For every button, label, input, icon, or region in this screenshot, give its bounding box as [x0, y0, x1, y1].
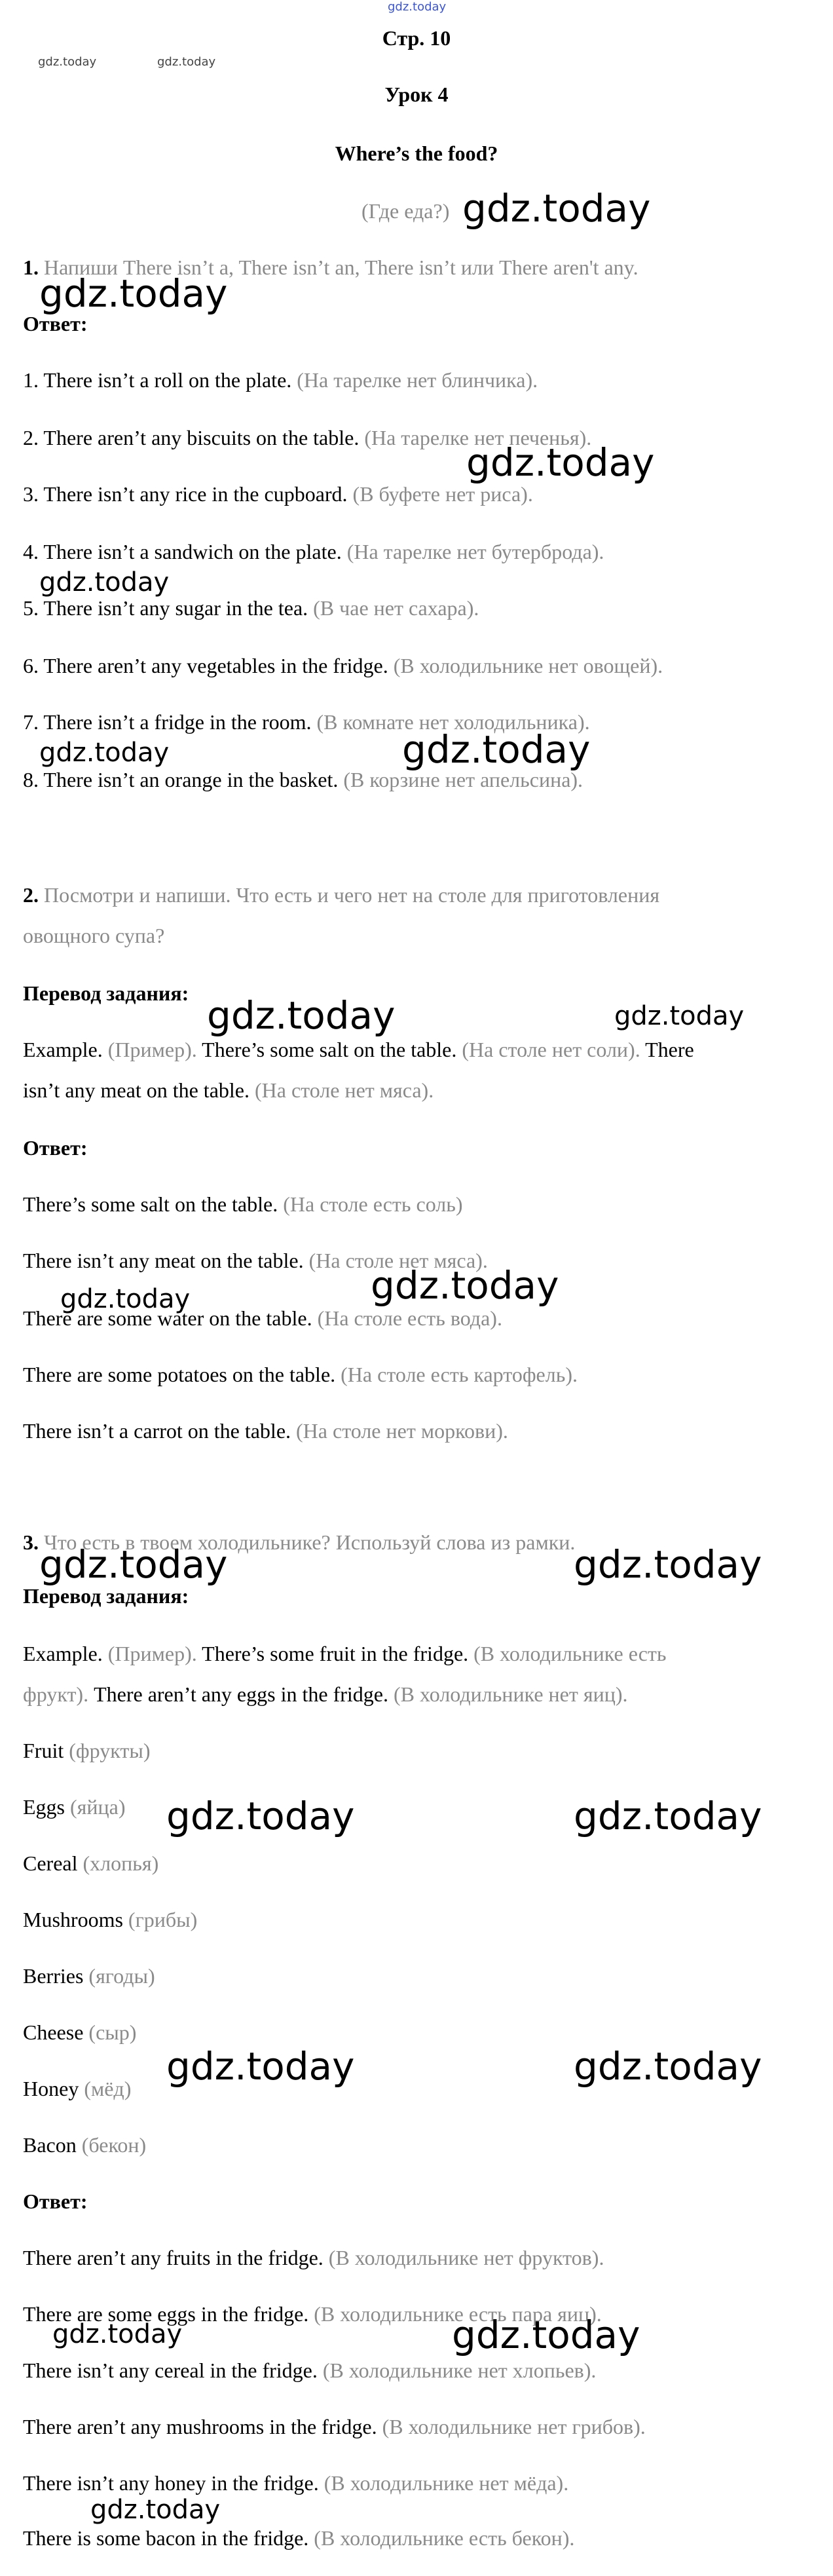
watermark: gdz.today	[39, 1542, 228, 1587]
list-item: 4. There isn’t a sandwich on the plate. (На тарелке нет бутерброда).	[23, 540, 604, 563]
list-item: There are some eggs in the fridge. (В холодильнике есть пара яиц).	[23, 2302, 602, 2326]
section-title: Where’s the food?	[335, 142, 498, 165]
watermark: gdz.today	[452, 2313, 640, 2357]
list-item: There isn’t any cereal in the fridge. (В холодильнике нет хлопьев).	[23, 2358, 597, 2382]
list-item: There isn’t a carrot on the table. (На столе нет моркови).	[23, 1419, 508, 1443]
translation-label: Перевод задания:	[23, 981, 189, 1005]
lesson-title: Урок 4	[384, 83, 449, 106]
word-item: Cereal (хлопья)	[23, 1851, 159, 1875]
watermark: gdz.today	[371, 1263, 559, 1308]
example-line: Example. (Пример). There’s some salt on the table. (На столе нет соли). There	[23, 1038, 694, 1061]
list-item: There’s some salt on the table. (На столе есть соль)	[23, 1192, 463, 1216]
watermark-top: gdz.today	[388, 0, 447, 14]
watermark: gdz.today	[39, 271, 228, 316]
instruction-text: овощного супа?	[23, 924, 165, 947]
watermark: gdz.today	[574, 1794, 762, 1838]
watermark: gdz.today	[574, 2044, 762, 2089]
example-line: фрукт). There aren’t any eggs in the fridge. (В холодильнике нет яиц).	[23, 1682, 628, 1706]
answer-label: Ответ:	[23, 1136, 88, 1160]
watermark: gdz.today	[207, 993, 396, 1038]
instruction-text: Напиши There isn’t a, There isn’t an, There isn’t или There aren't any.	[44, 256, 639, 279]
instruction-text: Что есть в твоем холодильнике? Используй слова из рамки.	[44, 1530, 576, 1554]
word-item: Berries (ягоды)	[23, 1964, 155, 1988]
word-item: Fruit (фрукты)	[23, 1739, 151, 1762]
task-number: 2.	[23, 883, 39, 907]
watermark: gdz.today	[166, 2044, 355, 2089]
watermark: gdz.today	[90, 2495, 221, 2525]
list-item: 6. There aren’t any vegetables in the fridge. (В холодильнике нет овощей).	[23, 654, 663, 677]
page-number: Стр. 10	[382, 26, 451, 50]
answer-label: Ответ:	[23, 312, 88, 335]
task2-instruction	[23, 881, 659, 909]
instruction-text: Посмотри и напиши. Что есть и чего нет на столе для приготовления	[44, 883, 660, 907]
watermark: gdz.today	[614, 1001, 745, 1031]
word-item: Bacon (бекон)	[23, 2133, 147, 2157]
watermark: gdz.today	[402, 727, 591, 772]
answer-label: Ответ:	[23, 2189, 88, 2213]
list-item: 7. There isn’t a fridge in the room. (В комнате нет холодильника).	[23, 710, 590, 734]
list-item: There isn’t any meat on the table. (На столе нет мяса).	[23, 1249, 488, 1272]
list-item: 8. There isn’t an orange in the basket. (В корзине нет апельсина).	[23, 768, 583, 791]
watermark: gdz.today	[52, 2319, 183, 2349]
watermark: gdz.today	[60, 1284, 191, 1314]
watermark: gdz.today	[166, 1794, 355, 1838]
list-item: 5. There isn’t any sugar in the tea. (В чае нет сахара).	[23, 596, 479, 620]
word-item: Eggs (яйца)	[23, 1795, 126, 1819]
watermark: gdz.today	[574, 1542, 762, 1587]
watermark-small: gdz.today	[38, 55, 97, 69]
example-line: isn’t any meat on the table. (На столе нет мяса).	[23, 1078, 434, 1102]
list-item: There isn’t any honey in the fridge. (В холодильнике нет мёда).	[23, 2471, 569, 2495]
translation-label: Перевод задания:	[23, 1584, 189, 1608]
list-item: There are some potatoes on the table. (На столе есть картофель).	[23, 1363, 578, 1386]
task-number: 3.	[23, 1530, 39, 1554]
watermark: gdz.today	[462, 186, 651, 231]
watermark: gdz.today	[466, 440, 655, 485]
list-item: 3. There isn’t any rice in the cupboard. (В буфете нет риса).	[23, 482, 533, 506]
task-number: 1.	[23, 256, 39, 279]
word-item: Cheese (сыр)	[23, 2020, 137, 2044]
list-item: 1. There isn’t a roll on the plate. (На тарелке нет блинчика).	[23, 368, 538, 392]
watermark: gdz.today	[39, 738, 170, 768]
watermark: gdz.today	[39, 567, 170, 597]
list-item: There are some water on the table. (На столе есть вода).	[23, 1306, 502, 1330]
word-item: Honey (мёд)	[23, 2077, 132, 2100]
list-item: There aren’t any fruits in the fridge. (В холодильнике нет фруктов).	[23, 2246, 604, 2269]
list-item: There is some bacon in the fridge. (В холодильнике есть бекон).	[23, 2526, 575, 2550]
list-item: There aren’t any mushrooms in the fridge. (В холодильнике нет грибов).	[23, 2415, 646, 2438]
watermark-small: gdz.today	[157, 55, 216, 69]
word-item: Mushrooms (грибы)	[23, 1908, 198, 1931]
title-translation: (Где еда?)	[361, 199, 450, 223]
list-item: 2. There aren’t any biscuits on the table. (На тарелке нет печенья).	[23, 426, 592, 449]
example-line: Example. (Пример). There’s some fruit in the fridge. (В холодильнике есть	[23, 1642, 667, 1665]
